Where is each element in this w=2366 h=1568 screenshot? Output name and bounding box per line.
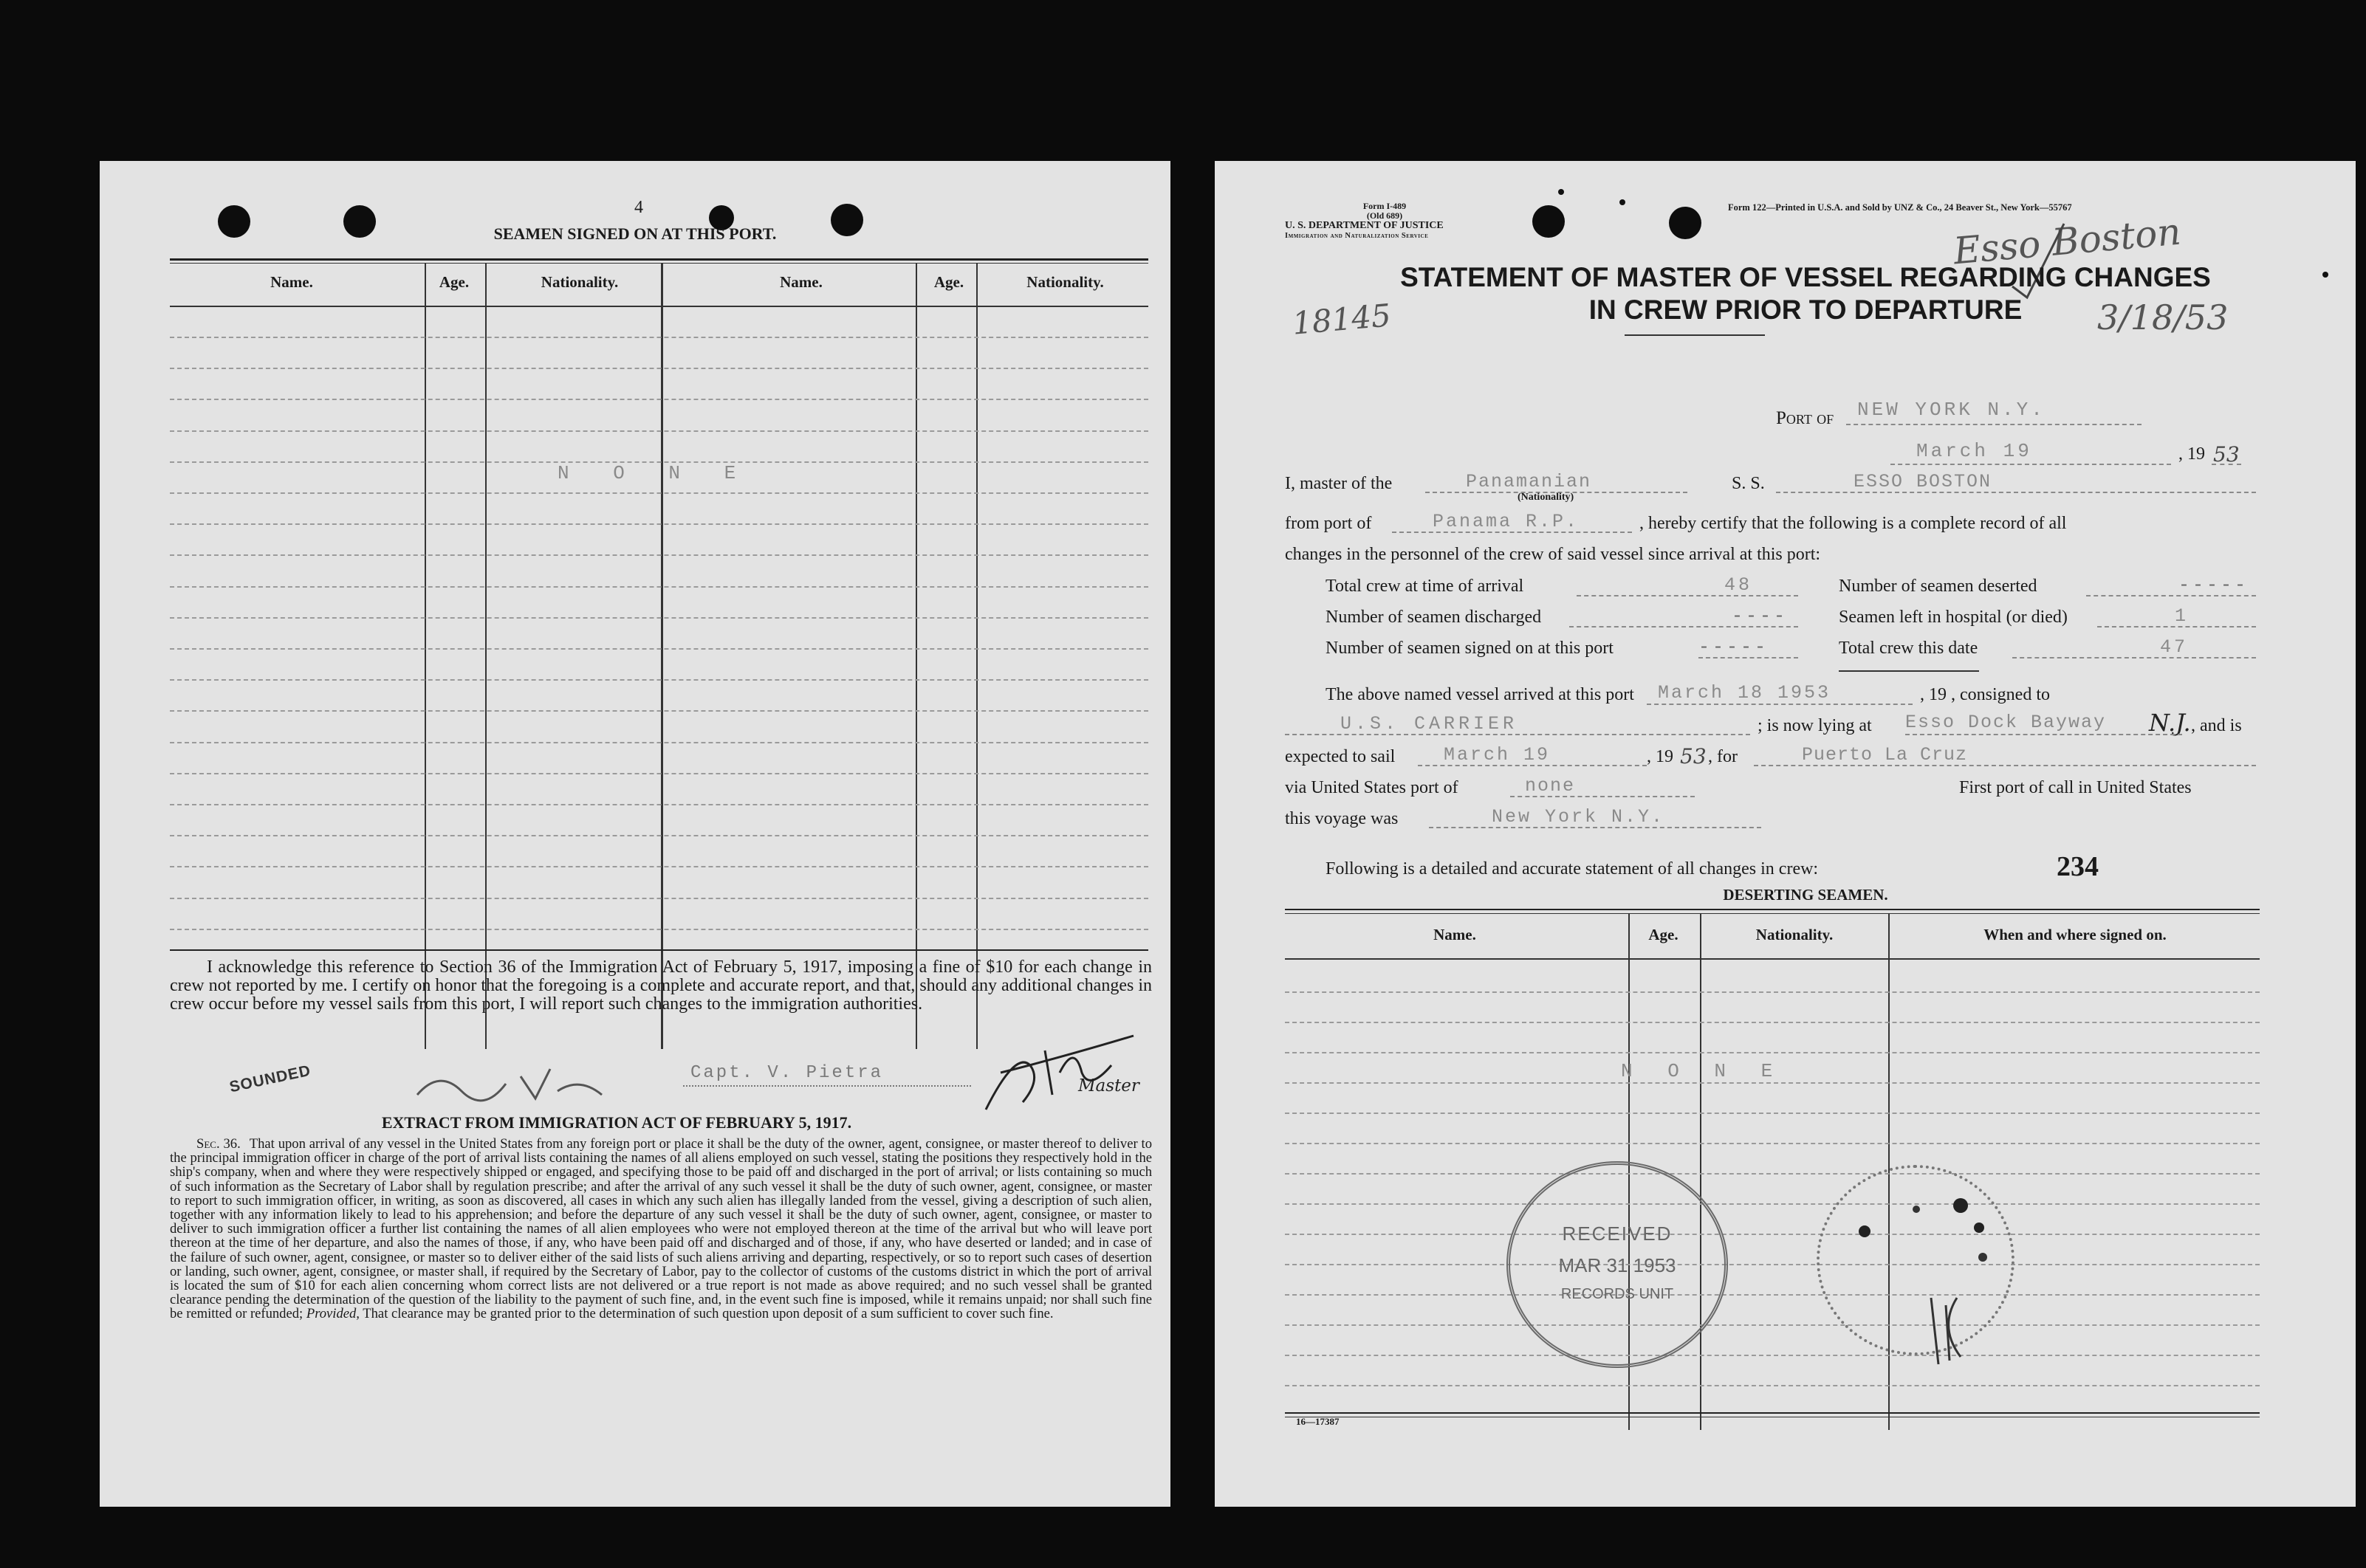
total-crew-arrival-label: Total crew at time of arrival — [1326, 577, 1524, 596]
extract-body: That upon arrival of any vessel in the United States from any foreign port or place it shall be the duty of the owner, agent, consignee, or master thereof to deliver to the principal immigration officer in charge of the port of arrival lists containing the names of all aliens employed on such vessel, stating the positions they respectively hold in the ship's company, when and where they were respectively shipped or engaged, and specifying those to be paid off and discharged in the port of arrival; or lists containing so much of such information as the Secretary of Labor shall by regulation prescribe; and after the arrival of any such vessel it shall be the duty of such owner, agent, consignee, or master to report to such immigration officer, in writing, as soon as discovered, all cases in which any such alien has illegally landed from the vessel, giving a description of such alien, together with any information likely to lead to his apprehension; and before the departure of any such vessel it shall be the duty of such owner, agent, consignee, or master to deliver to such immigration officer a further list containing the names of all alien employees who were not employed thereon at the time of the arrival but who will leave port thereon at the time of her departure, and also the names of those, if any, who have been paid off and discharged and of those, if any, who have deserted or landed; and in case of the failure of such owner, agent, consignee, or master so to deliver either of the said lists of such aliens arriving and departing, respectively, or so to report such cases of desertion or landing, such owner, agent, consignee, or master shall, if required by the Secretary of Labor, pay to the collector of customs of the customs district in which the port of arrival is located the sum of $10 for each alien concerning whom correct lists are not delivered or a true report is not made as above required; and no such vessel shall be granted clearance pending the determination of the question of the liability to the payment of such fine, and, in the event such fine is imposed, while it remains unpaid; nor shall such fine be remitted or refunded; — [170, 1136, 1152, 1322]
master-of-label: I, master of the — [1285, 474, 1393, 493]
column-header-age: Age. — [1648, 926, 1679, 943]
stamp-number: 234 — [2057, 851, 2099, 882]
for-label: , for — [1708, 747, 1738, 766]
deserting-title: DESERTING SEAMEN. — [1723, 886, 1888, 904]
table-row-line — [170, 835, 1148, 836]
ss-label: S. S. — [1732, 474, 1765, 493]
and-is-label: , and is — [2191, 716, 2242, 735]
date-value: March 19 — [1916, 440, 2032, 462]
table-row-line — [170, 523, 1148, 525]
received-stamp — [1506, 1161, 1728, 1368]
vessel-name: ESSO BOSTON — [1854, 471, 1992, 492]
title-line-1: STATEMENT OF MASTER OF VESSEL REGARDING CHANGES — [1400, 262, 2211, 292]
column-divider — [916, 263, 917, 1049]
column-divider — [425, 263, 426, 1049]
discharged-label: Number of seamen discharged — [1326, 608, 1542, 627]
table-row-line — [1285, 1113, 2260, 1114]
punch-hole — [1532, 205, 1565, 238]
printer-note: Form 122—Printed in U.S.A. and Sold by UNZ & Co., 24 Beaver St., New York—55767 — [1728, 202, 2072, 213]
table-row-line — [170, 898, 1148, 899]
rule — [1285, 1412, 2260, 1414]
field-line — [1846, 424, 2142, 425]
field-line — [2097, 626, 2256, 627]
form-number: Form I-489 — [1362, 201, 1407, 211]
table-row-line — [170, 399, 1148, 400]
table-row-line — [1285, 1234, 2260, 1235]
field-line — [2086, 595, 2256, 596]
page-number: 4 — [634, 198, 643, 217]
column-header-nationality: Nationality. — [1755, 926, 1834, 943]
department: U. S. DEPARTMENT OF JUSTICE — [1285, 220, 1444, 231]
table-row-line — [170, 742, 1148, 743]
voyage-label: this voyage was — [1285, 809, 1399, 828]
signed-on-label: Number of seamen signed on at this port — [1326, 639, 1614, 658]
table-row-line — [170, 710, 1148, 712]
table-row-line — [1285, 1294, 2260, 1296]
rule — [170, 258, 1148, 261]
master-signature — [971, 1021, 1141, 1124]
column-divider — [661, 263, 663, 1049]
none-entry: N O N E — [1621, 1060, 1785, 1082]
table-row-line — [170, 804, 1148, 805]
punch-hole — [343, 205, 376, 238]
sounded-stamp: SOUNDED — [227, 1062, 313, 1096]
table-row-line — [1285, 1385, 2260, 1386]
field-line — [1905, 734, 2182, 735]
rule — [170, 306, 1148, 307]
destination-value: Puerto La Cruz — [1802, 744, 1968, 766]
rule — [1285, 909, 2260, 910]
left-page — [100, 161, 1170, 1507]
table-row-line — [170, 430, 1148, 432]
field-line — [1577, 595, 1798, 596]
table-row-line — [1285, 1264, 2260, 1265]
total-crew-date-label: Total crew this date — [1839, 639, 1978, 658]
table-row-line — [1285, 991, 2260, 993]
nationality-caption: (Nationality) — [1518, 492, 1574, 503]
table-row-line — [170, 929, 1148, 930]
field-line — [1429, 827, 1761, 828]
from-port-label: from port of — [1285, 514, 1372, 533]
punch-hole — [1669, 207, 1701, 239]
form-number-block — [1329, 202, 1440, 221]
deserted-label: Number of seamen deserted — [1839, 577, 2037, 596]
table-row-line — [170, 866, 1148, 867]
received-stamp-label: RECEIVED — [1562, 1223, 1673, 1245]
ink-splatter — [1820, 1187, 2012, 1379]
voyage-value: New York N.Y. — [1492, 806, 1665, 828]
punch-hole — [831, 204, 863, 236]
port-value: NEW YORK N.Y. — [1857, 399, 2046, 421]
form-old-number: (Old 689) — [1366, 210, 1403, 221]
rule — [1285, 913, 2260, 914]
field-line — [1754, 765, 2256, 766]
following-text: Following is a detailed and accurate statement of all changes in crew: — [1326, 859, 1819, 878]
consigned-label: , 19 , consigned to — [1920, 685, 2050, 704]
table-row-line — [170, 337, 1148, 338]
field-line — [1285, 734, 1750, 735]
footer-code: 16—17387 — [1296, 1416, 1340, 1427]
via-value: none — [1525, 775, 1576, 797]
punch-hole — [1619, 199, 1625, 205]
expected-year-prefix: , 19 — [1647, 747, 1673, 766]
field-line — [1569, 626, 1798, 627]
field-line — [1510, 796, 1695, 797]
table-row-line — [170, 586, 1148, 588]
rule — [170, 949, 1148, 951]
rule — [1285, 958, 2260, 960]
year-value: 53 — [2213, 442, 2240, 467]
signed-on-value: ----- — [1698, 636, 1769, 658]
lying-label: ; is now lying at — [1758, 716, 1872, 735]
table-row-line — [170, 492, 1148, 494]
table-row-line — [170, 773, 1148, 774]
none-entry: N O N E — [558, 462, 752, 484]
field-line — [1890, 464, 2171, 465]
signature-scribble — [410, 1054, 720, 1113]
section-title: SEAMEN SIGNED ON AT THIS PORT. — [493, 224, 777, 243]
certify-text-continued: changes in the personnel of the crew of said vessel since arrival at this port: — [1285, 545, 1821, 564]
extract-text — [170, 1137, 1152, 1321]
column-header-nationality: Nationality. — [1026, 273, 1104, 291]
title-line-2: IN CREW PRIOR TO DEPARTURE — [1588, 295, 2023, 325]
field-line — [2212, 464, 2241, 465]
acknowledgment-text: I acknowledge this reference to Section 36 of the Immigration Act of February 5, 1917, imposing a fine of $10 for each change in crew not reported by me. I certify on honor that the foregoing is a complete and accurate report, and that, should any additional changes in crew occur before my vessel sails from this port, I will report such changes to the immigration authorities. — [170, 957, 1152, 1014]
field-line — [2012, 657, 2256, 659]
table-row-line — [1285, 1173, 2260, 1175]
service: Immigration and Naturalization Service — [1285, 232, 1429, 240]
table-row-line — [1285, 1143, 2260, 1144]
section-label: Sec. 36. — [196, 1136, 241, 1152]
table-row-line — [170, 554, 1148, 556]
column-header-name: Name. — [270, 273, 313, 291]
table-row-line — [1285, 1324, 2260, 1326]
certify-text: , hereby certify that the following is a complete record of all — [1639, 514, 2067, 533]
hospital-value: 1 — [2175, 605, 2190, 627]
received-stamp-date: MAR 31 1953 — [1558, 1254, 1676, 1276]
received-stamp-unit: RECORDS UNIT — [1560, 1286, 1674, 1302]
right-page — [1215, 161, 2356, 1507]
field-line — [1698, 657, 1798, 659]
nationality-value: Panamanian — [1466, 471, 1592, 492]
extract-tail: That clearance may be granted prior to the determination of such question upon deposit of a sum sufficient to cover such fine. — [363, 1306, 1054, 1322]
table-row-line — [1285, 1082, 2260, 1084]
handwritten-number: 18145 — [1291, 297, 1393, 342]
form-title — [1281, 261, 2330, 326]
total-crew-arrival-value: 48 — [1724, 574, 1753, 596]
extract-provided: Provided, — [306, 1306, 360, 1322]
expected-value: March 19 — [1444, 744, 1551, 766]
discharged-value: ---- — [1732, 605, 1789, 627]
column-header-signed-on: When and where signed on. — [1983, 926, 2167, 943]
arrived-value: March 18 1953 — [1658, 682, 1831, 704]
extract-title: EXTRACT FROM IMMIGRATION ACT OF FEBRUARY 5, 1917. — [381, 1113, 852, 1132]
punch-hole — [218, 205, 250, 238]
lying-value: Esso Dock Bayway — [1905, 712, 2107, 733]
from-port-value: Panama R.P. — [1433, 511, 1580, 532]
year-prefix: , 19 — [2178, 444, 2205, 464]
via-label: via United States port of — [1285, 778, 1458, 797]
port-label: Port of — [1776, 408, 1834, 428]
table-row-line — [1285, 1052, 2260, 1053]
column-divider — [976, 263, 978, 1049]
table-row-line — [1285, 1355, 2260, 1356]
table-row-line — [1285, 1203, 2260, 1205]
total-crew-date-value: 47 — [2160, 636, 2189, 658]
handwritten-vessel: Esso Boston — [1952, 210, 2183, 273]
handwritten-date: 3/18/53 — [2097, 298, 2229, 337]
column-divider — [485, 263, 487, 1049]
consignee-value: U.S. CARRIER — [1340, 713, 1518, 735]
rule — [1839, 670, 1979, 672]
field-line — [1776, 492, 2256, 493]
table-row-line — [170, 679, 1148, 681]
deserted-value: ----- — [2178, 574, 2249, 596]
column-divider — [1700, 913, 1701, 1430]
table-row-line — [170, 648, 1148, 650]
column-header-name: Name. — [1433, 926, 1476, 943]
master-name: Capt. V. Pietra — [690, 1063, 884, 1083]
signature-line — [683, 1085, 971, 1087]
column-header-age: Age. — [933, 273, 964, 291]
table-row-line — [170, 617, 1148, 619]
field-line — [1392, 532, 1632, 533]
first-port-label: First port of call in United States — [1959, 778, 2192, 797]
master-label: Master — [1078, 1076, 1139, 1096]
lying-state: N.J. — [2149, 709, 2191, 737]
field-line — [1418, 765, 1647, 766]
column-header-age: Age. — [439, 273, 470, 291]
column-header-name: Name. — [780, 273, 823, 291]
rule — [1625, 334, 1765, 336]
hospital-label: Seamen left in hospital (or died) — [1839, 608, 2068, 627]
rule — [170, 263, 1148, 264]
column-header-nationality: Nationality. — [541, 273, 619, 291]
table-row-line — [170, 368, 1148, 369]
table-row-line — [1285, 1022, 2260, 1023]
punch-hole — [1558, 189, 1564, 195]
expected-year: 53 — [1680, 744, 1707, 768]
field-line — [1647, 704, 1913, 705]
arrived-label: The above named vessel arrived at this port — [1326, 685, 1634, 704]
expected-label: expected to sail — [1285, 747, 1396, 766]
